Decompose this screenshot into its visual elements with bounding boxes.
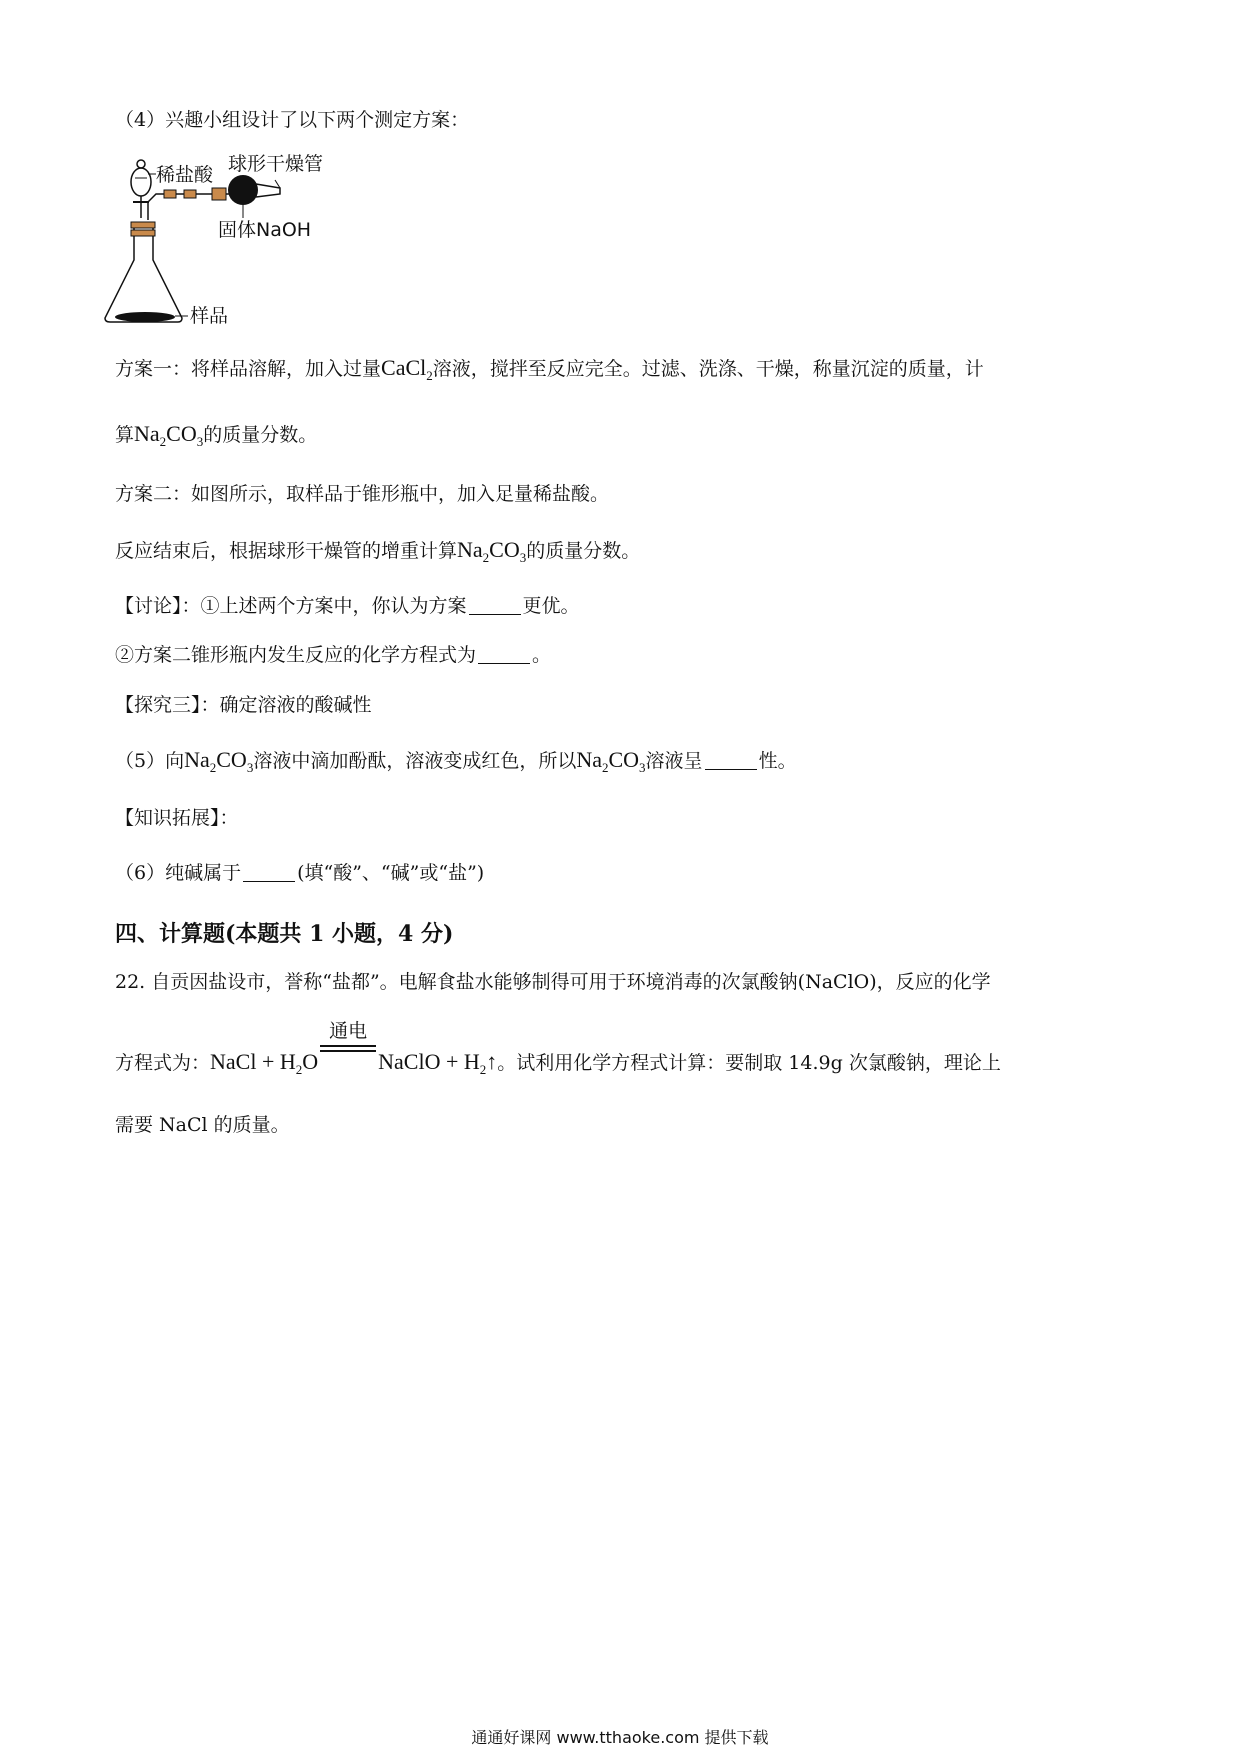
label-dilute-hcl: 稀盐酸 [156, 164, 214, 186]
q22-line3: 需要 NaCl 的质量。 [115, 1114, 290, 1136]
label-solid-naoh: 固体NaOH [218, 219, 312, 241]
label-sample: 样品 [190, 305, 229, 327]
equation-condition: 通电 [320, 1039, 376, 1069]
footer: 通通好课网 www.tthaoke.com 提供下载 [471, 1728, 769, 1747]
tube-joint-3 [212, 188, 226, 200]
explore3-heading: 【探究三】：确定溶液的酸碱性 [115, 694, 372, 716]
q5: （5）向$Na_2CO_3$溶液中滴加酚酞，溶液变成红色，所以$Na_2CO_3$溶液呈 性。 [115, 747, 797, 775]
chemical-equation: NaCl + $H_2O$ 通电 NaClO + $H_2↑$ [210, 1021, 498, 1077]
discussion-2: ②方案二锥形瓶内发生反应的化学方程式为 。 [115, 644, 552, 666]
sample-solid [115, 312, 175, 322]
gas-arrow-icon: ↑ [486, 1049, 498, 1074]
drying-tube-bulb [228, 175, 258, 205]
funnel-stopper [137, 160, 145, 168]
drying-tube-outlet [256, 184, 280, 197]
answer-blank-4[interactable] [243, 863, 295, 882]
plan1-line2: 算$Na_2CO_3$的质量分数。 [115, 421, 318, 449]
q6: （6）纯碱属于 (填“酸”、“碱”或“盐”) [115, 862, 485, 884]
answer-blank-1[interactable] [469, 596, 521, 615]
q4-intro: （4）兴趣小组设计了以下两个测定方案： [115, 109, 470, 131]
tube-joint-1 [164, 190, 176, 198]
plan2-line1: 方案二：如图所示，取样品于锥形瓶中，加入足量稀盐酸。 [115, 483, 610, 505]
q22-line2: 方程式为：NaCl + $H_2O$ 通电 NaClO + $H_2↑$。试利用化学方程式计算：要制取 14.9g 次氯酸钠，理论上 [115, 1021, 1001, 1077]
plan1-line1: 方案一：将样品溶解，加入过量CaCl$_2$溶液，搅拌至反应完全。过滤、洗涤、干燥，称量沉淀的质量，计 [115, 355, 984, 383]
knowledge-heading: 【知识拓展】： [115, 807, 239, 829]
apparatus-diagram [100, 150, 400, 330]
q22-line1: 22. 自贡因盐设市，誉称“盐都”。电解食盐水能够制得可用于环境消毒的次氯酸钠(NaClO)，反应的化学 [115, 971, 991, 993]
answer-blank-3[interactable] [705, 751, 757, 770]
tube-joint-2 [184, 190, 196, 198]
conical-flask [105, 228, 182, 322]
discussion-1: 【讨论】：①上述两个方案中，你认为方案 更优。 [115, 595, 580, 617]
flask-stopper [131, 222, 155, 228]
funnel-bulb [131, 168, 151, 196]
plan2-line2: 反应结束后，根据球形干燥管的增重计算$Na_2CO_3$的质量分数。 [115, 537, 641, 565]
label-drying-tube: 球形干燥管 [228, 153, 324, 175]
flask-stopper-2 [131, 230, 155, 236]
section4-heading: 四、计算题(本题共 1 小题，4 分) [115, 921, 454, 947]
answer-blank-2[interactable] [478, 645, 530, 664]
